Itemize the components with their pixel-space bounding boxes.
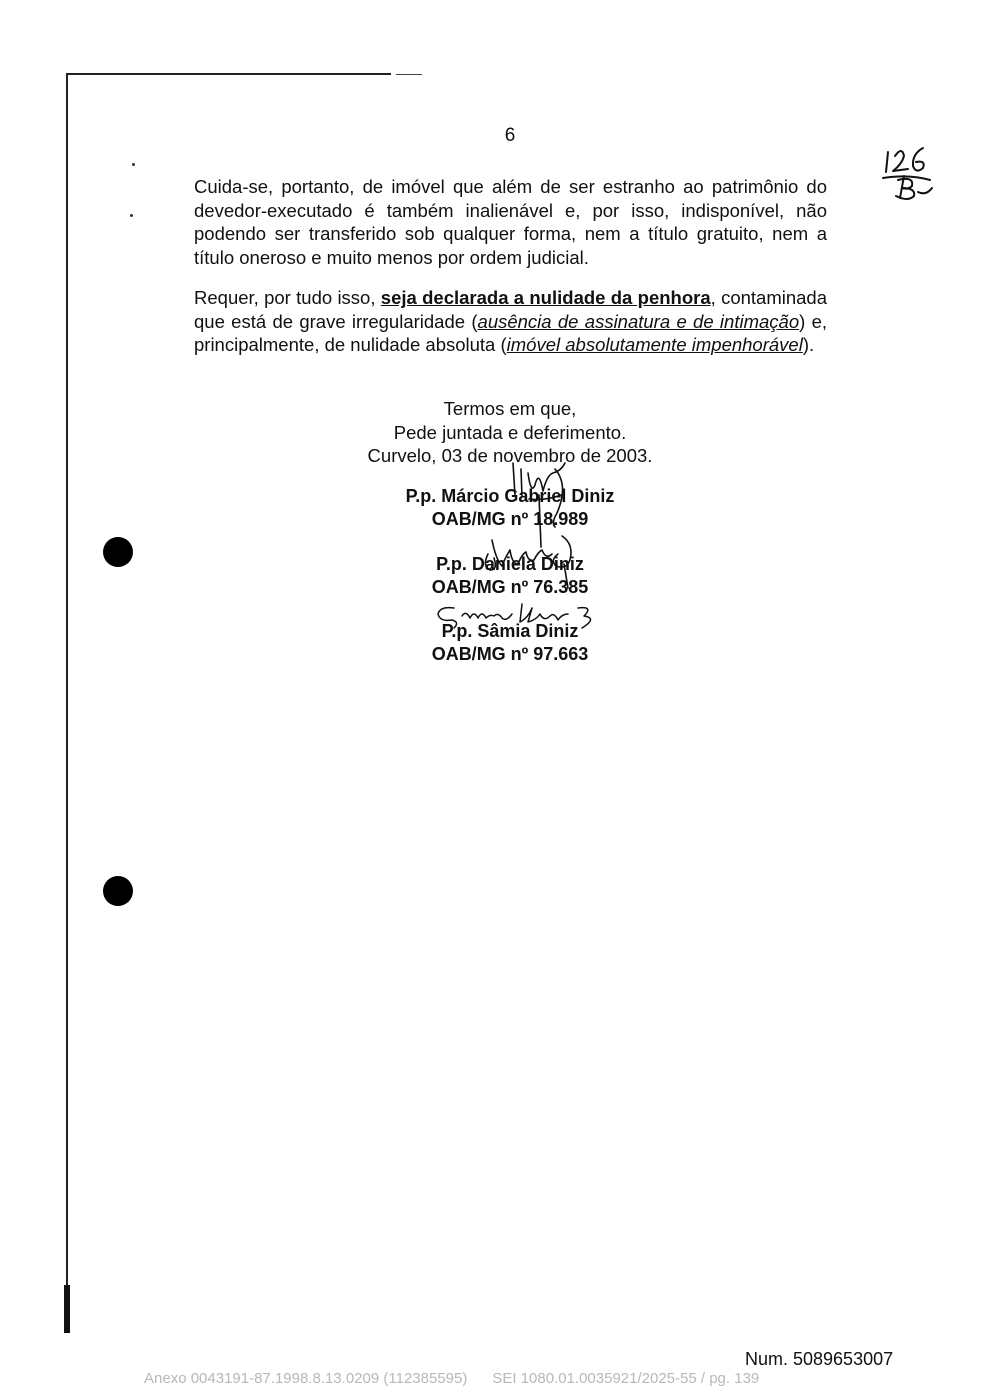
paragraph-text: Cuida-se, portanto, de imóvel que além de ser estranho ao patrimônio do devedor-executado é também inalienável e, por isso, indisponível, não podendo ser transferido sob qualquer forma, nem a título gratuito, nem a título oneroso e muito menos por ordem judicial. [194, 176, 827, 268]
signatory-name: P.p. Sâmia Diniz [441, 621, 579, 641]
emphasis-imovel-impenhoravel: imóvel absolutamente impenhorável [506, 334, 803, 355]
footer-stamp-left: Anexo 0043191-87.1998.8.13.0209 (112385595) [144, 1370, 468, 1387]
page-number: 6 [504, 125, 516, 146]
handwritten-signature-2 [478, 530, 588, 592]
page-border-left [66, 73, 68, 1333]
document-number: Num. 5089653007 [745, 1349, 894, 1369]
signatory-oab: OAB/MG nº 76.385 [431, 577, 589, 597]
speck [132, 163, 135, 166]
page-border-top [66, 73, 391, 75]
paragraph-text [194, 286, 827, 357]
speck [130, 214, 133, 217]
hole-punch [103, 876, 133, 906]
emphasis-ausencia-assinatura: ausência de assinatura e de intimação [477, 310, 800, 332]
footer-stamp-right: SEI 1080.01.0035921/2025-55 / pg. 139 [492, 1370, 760, 1387]
place-date-line: Curvelo, 03 de novembro de 2003. [367, 445, 653, 466]
handwritten-page-annotation [868, 138, 948, 208]
footer-stamp [144, 1370, 759, 1387]
page-border-top-fragment [396, 74, 422, 75]
signatory-name: P.p. Daniela Diniz [436, 554, 584, 574]
text-run: ). [802, 334, 815, 355]
closing-line-1: Termos em que, [443, 398, 577, 419]
text-run: , contaminada que está de grave irregularidade ( [194, 287, 827, 332]
handwritten-signature-3 [432, 600, 602, 632]
body-paragraph-2 [194, 286, 827, 357]
signatory-oab: OAB/MG nº 18.989 [431, 509, 589, 529]
text-run: Requer, por tudo isso, [194, 287, 381, 308]
hole-punch [103, 537, 133, 567]
emphasis-nulidade-penhora: seja declarada a nulidade da penhora [380, 287, 711, 308]
signatory-oab: OAB/MG nº 97.663 [431, 644, 589, 664]
closing-line-2: Pede juntada e deferimento. [393, 421, 627, 443]
signatory-name: P.p. Márcio Gabriel Diniz [405, 486, 615, 506]
page-border-left-shadow [64, 1285, 70, 1333]
body-paragraph-1 [194, 175, 827, 269]
text-run: ) e, principalmente, de nulidade absoluta ( [194, 310, 828, 355]
